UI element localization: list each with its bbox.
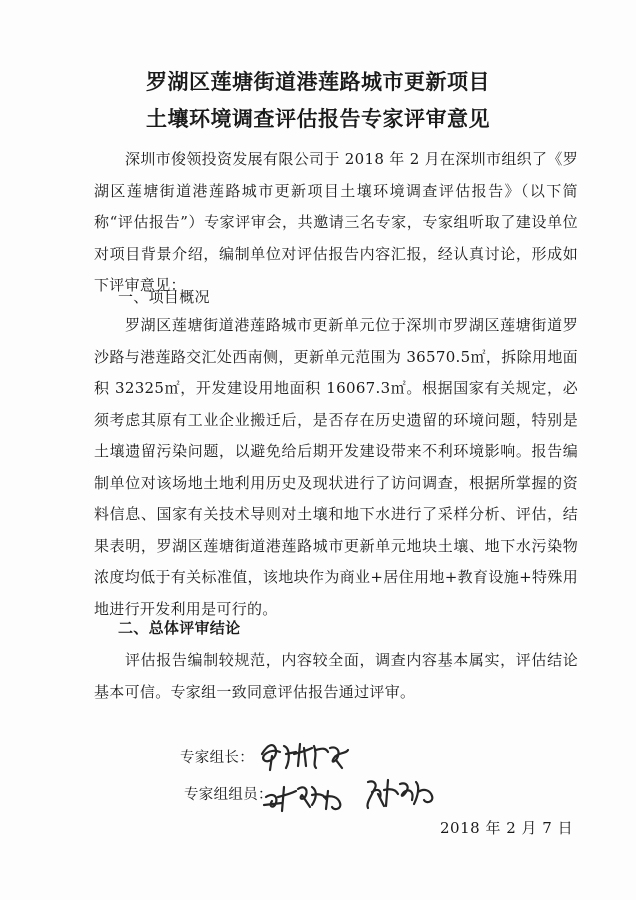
intro-paragraph: 深圳市俊领投资发展有限公司于 2018 年 2 月在深圳市组织了《罗湖区莲塘街道港莲路城市更新项目土壤环境调查评估报告》（以下简称“评估报告”）专家评审会，共邀请三名专家，专家组听取了建设单位对项目背景介绍，编制单位对评估报告内容汇报，经认真讨论，形成如下评审意见：: [94, 150, 578, 294]
project-overview-paragraph: 罗湖区莲塘街道港莲路城市更新单元位于深圳市罗湖区莲塘街道罗沙路与港莲路交汇处西南侧，更新单元范围为 36570.5㎡，拆除用地面积 32325㎡，开发建设用地面积 16067.3㎡。根据国家有关规定，必须考虑其原有工业企业搬迁后，是否存在历史遗留的环境问题，特别是土壤遗留污染问题，以避免给后期开发建设带来不利环境影响。报告编制单位对该场地土地利用历史及现状进行了访问调查，根据所掌握的资料信息、国家有关技术导则对土壤和地下水进行了采样分析、评估，结果表明，罗湖区莲塘街道港莲路城市更新单元地块土壤、地下水污染物浓度均低于有关标准值，该地块作为商业+居住用地+教育设施+特殊用地进行开发利用是可行的。: [94, 316, 578, 618]
document-title-line-2: 土壤环境调查评估报告专家评审意见: [146, 106, 490, 131]
member-signature-2: [362, 770, 442, 814]
document-date: 2018 年 2 月 7 日: [440, 819, 574, 837]
section-2-heading: 二、总体评审结论: [118, 619, 241, 637]
document-title-line-1: 罗湖区莲塘街道港莲路城市更新项目: [146, 69, 490, 94]
expert-members-label: 专家组组员：: [184, 787, 273, 803]
leader-signature: [256, 736, 356, 776]
expert-leader-label: 专家组长：: [180, 750, 254, 766]
section-1-heading: 一、项目概况: [118, 288, 210, 306]
conclusion-paragraph: 评估报告编制较规范，内容较全面，调查内容基本属实，评估结论基本可信。专家组一致同意评估报告通过评审。: [94, 651, 578, 701]
member-signature-1: [262, 777, 352, 817]
